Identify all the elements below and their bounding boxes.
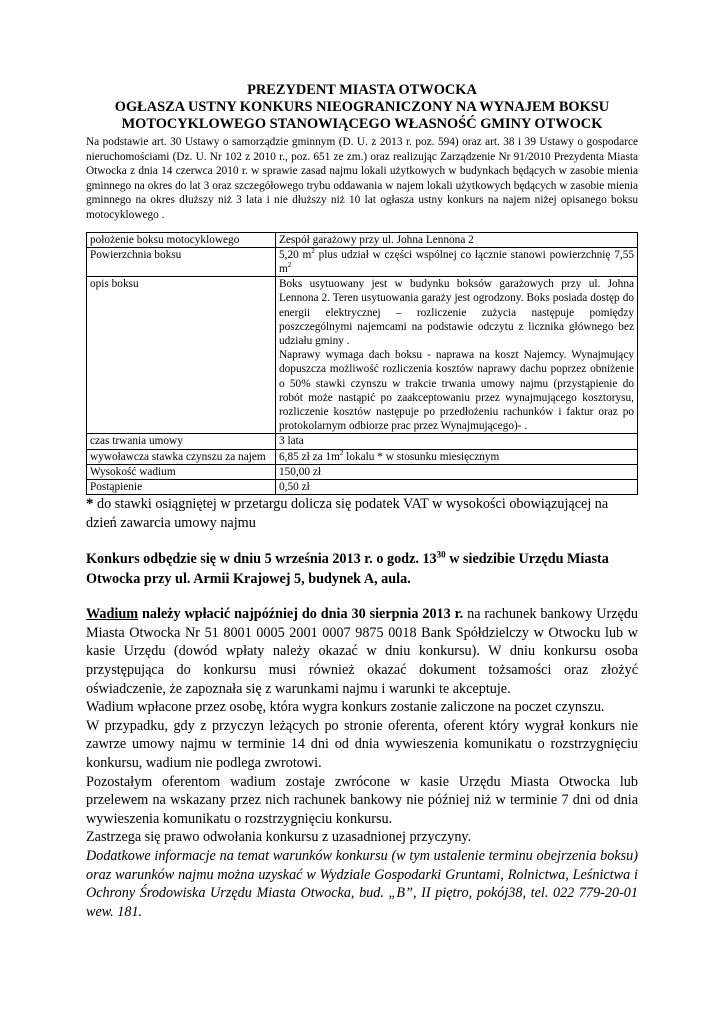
deposit-value: 150,00 zł — [276, 464, 638, 479]
table-row — [87, 449, 638, 464]
deposit-label: Wysokość wadium — [87, 464, 276, 479]
duration-label: czas trwania umowy — [87, 434, 276, 449]
vat-footnote: * do stawki osiągniętej w przetargu dolicza się podatek VAT w wysokości obowiązującej na dzień zawarcia umowy najmu — [86, 496, 609, 532]
description-label: opis boksu — [87, 277, 276, 434]
area-label: Powierzchnia boksu — [87, 247, 276, 276]
wadium-heading: Wadium — [86, 606, 139, 623]
meeting-info: Konkurs odbędzie się w dniu 5 września 2013 r. o godz. $13^{30}$ w siedzibie Urzędu Miasta Otwocka przy ul. Armii Krajowej 5, budynek A, aula. — [86, 549, 609, 588]
rent-label: wywoławcza stawka czynszu za najem — [87, 449, 276, 464]
description-value — [276, 277, 638, 434]
footnote-star: * — [86, 496, 94, 513]
contact-info-paragraph: Dodatkowe informacje na temat warunków konkursu (w tym ustalenie terminu obejrzenia boksu) oraz warunków najmu można uzyskać w Wydziale Gospodarki Gruntami, Rolnictwa, Leśnictwa i Ochrony Środowiska Urzędu Miasta Otwocka, bud. „B”, II piętro, pokój38, tel. 022 779-20-01 wew. 181. — [86, 847, 638, 920]
step-label: Postąpienie — [87, 480, 276, 495]
header-title: PREZYDENT MIASTA OTWOCKA — [247, 82, 477, 98]
table-row — [87, 232, 638, 247]
document-page — [86, 82, 638, 921]
table-row — [87, 480, 638, 495]
header-subtitle-1: OGŁASZA USTNY KONKURS NIEOGRANICZONY NA WYNAJEM BOKSU — [114, 99, 610, 115]
location-value: Zespół garażowy przy ul. Johna Lennona 2 — [276, 232, 638, 247]
description-paragraph-2: Naprawy wymaga dach boksu - naprawa na koszt Najemcy. Wynajmujący dopuszcza możliwość rozliczenia kosztów naprawy dachu poprzez obniżenie o 50% stawki czynszu w trakcie trwania umowy najmu (przystąpienie do robót może nastąpić po zaakceptowaniu przez wynajmującego kosztorysu, rozliczenie kosztów następuje po przedłożeniu rachunków i faktur oraz po protokolarnym odbiorze prac przez Wynajmującego)- . — [279, 349, 634, 433]
table-row — [87, 247, 638, 276]
description-paragraph-1: Boks usytuowany jest w budynku boksów garażowych przy ul. Johna Lennona 2. Teren usytuowania garaży jest ogrodzony. Boks posiada dostęp do energii elektrycznej – rozliczenie zużycia następuje pomiędzy poszczególnymi najemcami na podstawie odczytu z licznika głównego bez udziału gminy . — [279, 278, 634, 347]
terms-paragraph: W przypadku, gdy z przyczyn leżących po stronie oferenta, oferent który wygrał konkurs nie zawrze umowy najmu w terminie 14 dni od dnia wywieszenia komunikatu o rozstrzygnięciu konkursu, wadium nie podlega zwrotowi. — [86, 717, 638, 771]
terms-paragraph: Pozostałym oferentom wadium zostaje zwrócone w kasie Urzędu Miasta Otwocka lub przelewem na wskazany przez nich rachunek bankowy nie później niż w terminie 7 dni od dnia wywieszenia komunikatu o rozstrzygnięciu konkursu. — [86, 773, 638, 827]
intro-paragraph: Na podstawie art. 30 Ustawy o samorządzie gminnym (D. U. z 2013 r. poz. 594) oraz art. 38 i 39 Ustawy o gospodarce nieruchomościami (Dz. U. Nr 102 z 2010 r., poz. 651 ze zm.) oraz realizując Zarządzenie Nr 91/2010 Prezydenta Miasta Otwocka z dnia 14 czerwca 2010 r. w sprawie zasad najmu lokali użytkowych w budynkach będących w zasobie mienia gminnego na okres do lat 3 oraz szczegółowego trybu oddawania w najem lokali użytkowych będących w zasobie mienia gminnego na okres dłuższy niż 3 lata i nie dłuższy niż 10 lat ogłasza ustny konkurs na najem niżej opisanego boksu motocyklowego . — [86, 136, 638, 221]
wadium-paragraph: Wadium należy wpłacić najpóźniej do dnia 30 sierpnia 2013 r. na rachunek bankowy Urzędu Miasta Otwocka Nr 51 8001 0005 2001 0007 9875 0018 Bank Spółdzielczy w Otwocku lub w kasie Urzędu (dowód wpłaty należy okazać w dniu konkursu). W dniu konkursu osoba przystępująca do konkursu musi również okazać dokument tożsamości oraz złożyć oświadczenie, że zapoznała się z warunkami najmu i warunki te akceptuje. — [86, 606, 638, 697]
step-value: 0,50 zł — [276, 480, 638, 495]
terms-paragraph: Wadium wpłacone przez osobę, która wygra konkurs zostanie zaliczone na poczet czynszu. — [86, 699, 605, 716]
terms-paragraph: Zastrzega się prawo odwołania konkursu z uzasadnionej przyczyny. — [86, 829, 472, 846]
table-row — [87, 277, 638, 434]
table-row — [87, 464, 638, 479]
location-label: położenie boksu motocyklowego — [87, 232, 276, 247]
rent-value: 6,85 zł za $1m^2$ lokalu * w stosunku miesięcznym — [276, 449, 638, 464]
header-subtitle-2: MOTOCYKLOWEGO STANOWIĄCEGO WŁASNOŚĆ GMINY OTWOCK — [121, 116, 603, 132]
terms-section — [86, 605, 638, 921]
table-row — [87, 434, 638, 449]
duration-value: 3 lata — [276, 434, 638, 449]
area-value: 5,20 $m^2$ plus udział w części wspólnej co łącznie stanowi powierzchnię 7,55 $m^2$ — [276, 247, 638, 276]
details-table — [86, 232, 638, 496]
